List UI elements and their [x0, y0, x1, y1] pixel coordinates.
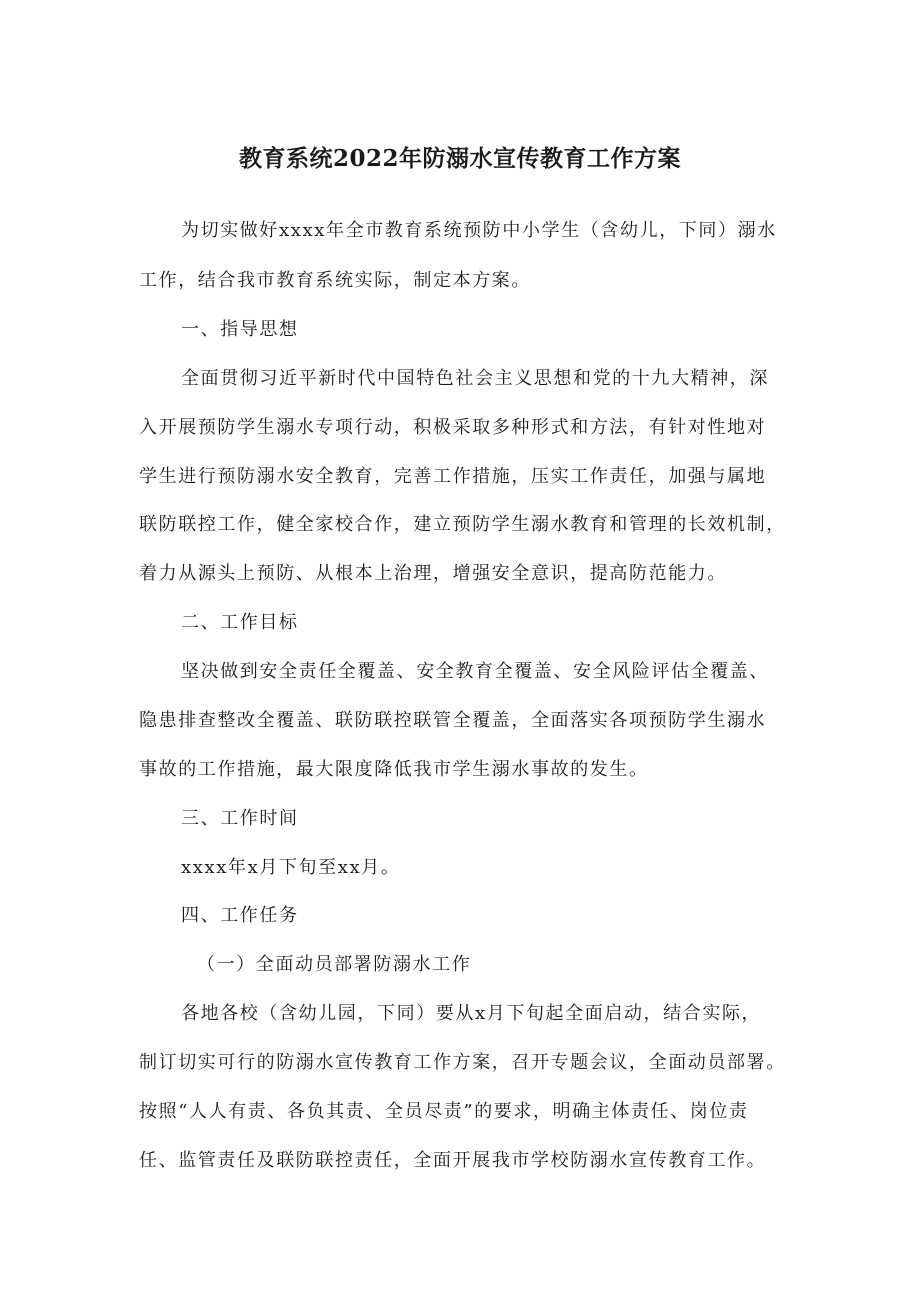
work-time-line: xxxx年x月下旬至xx月。	[181, 857, 401, 878]
work-goals-line-1: 坚决做到安全责任全覆盖、安全教育全覆盖、安全风险评估全覆盖、	[181, 661, 769, 682]
work-goals-line-3: 事故的工作措施，最大限度降低我市学生溺水事故的发生。	[139, 759, 649, 780]
subsection-heading-mobilize: （一）全面动员部署防溺水工作	[197, 954, 472, 975]
mobilize-line-4: 任、监管责任及联防联控责任，全面开展我市学校防溺水宣传教育工作。	[139, 1150, 767, 1171]
guiding-thought-line-3: 学生进行预防溺水安全教育，完善工作措施，压实工作责任，加强与属地	[139, 466, 767, 487]
section-heading-work-time: 三、工作时间	[181, 808, 299, 829]
section-heading-guiding-thought: 一、指导思想	[181, 319, 299, 340]
document-title: 教育系统2022年防溺水宣传教育工作方案	[238, 145, 681, 172]
guiding-thought-line-2: 入开展预防学生溺水专项行动，积极采取多种形式和方法，有针对性地对	[139, 417, 767, 438]
guiding-thought-line-1: 全面贯彻习近平新时代中国特色社会主义思想和党的十九大精神，深	[181, 368, 769, 389]
section-heading-work-goals: 二、工作目标	[181, 612, 299, 633]
mobilize-line-3: 按照“人人有责、各负其责、全员尽责”的要求，明确主体责任、岗位责	[139, 1101, 749, 1122]
intro-line-1: 为切实做好xxxx年全市教育系统预防中小学生（含幼儿，下同）溺水	[181, 220, 777, 241]
section-heading-work-tasks: 四、工作任务	[181, 905, 299, 926]
guiding-thought-line-4: 联防联控工作，健全家校合作，建立预防学生溺水教育和管理的长效机制，	[139, 514, 786, 535]
mobilize-line-2: 制订切实可行的防溺水宣传教育工作方案，召开专题会议，全面动员部署。	[139, 1052, 786, 1073]
work-goals-line-2: 隐患排查整改全覆盖、联防联控联管全覆盖，全面落实各项预防学生溺水	[139, 710, 767, 731]
mobilize-line-1: 各地各校（含幼儿园，下同）要从x月下旬起全面启动，结合实际，	[181, 1003, 762, 1024]
intro-line-2: 工作，结合我市教育系统实际，制定本方案。	[139, 270, 531, 291]
guiding-thought-line-5: 着力从源头上预防、从根本上治理，增强安全意识，提高防范能力。	[139, 563, 727, 584]
